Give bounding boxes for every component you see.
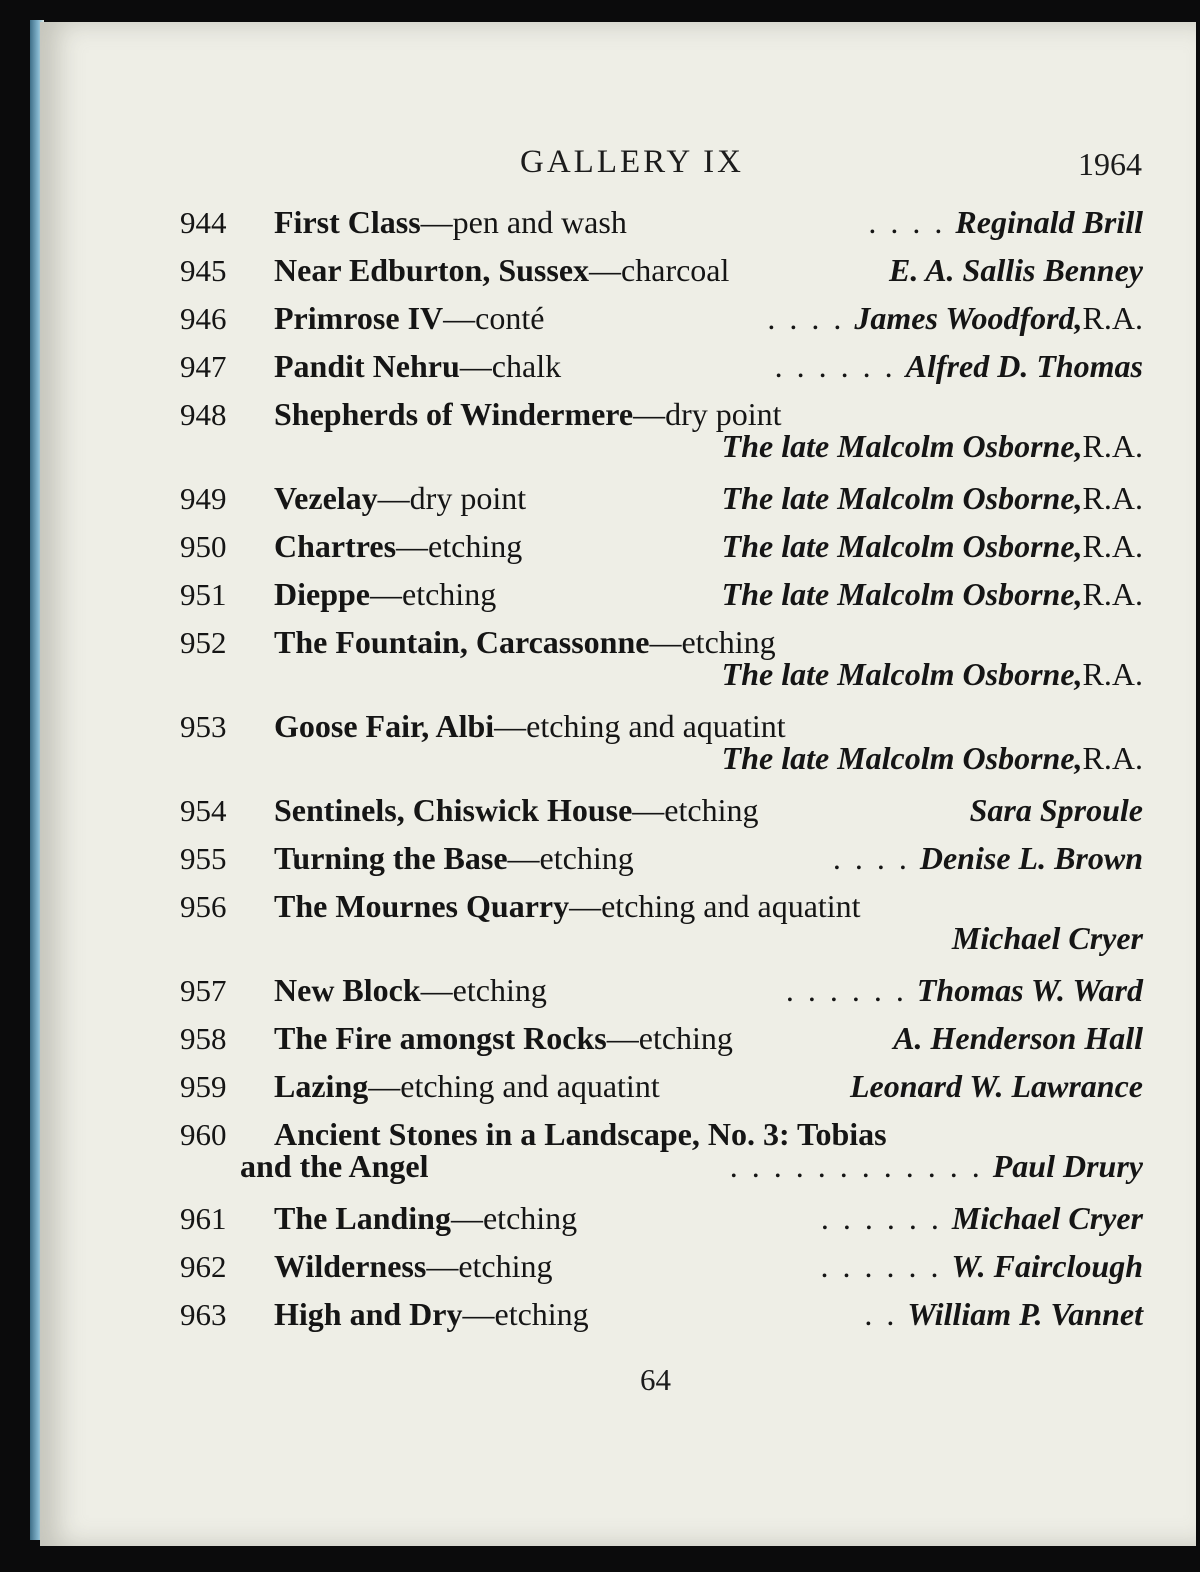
entry-title: Turning the Base — [274, 840, 508, 876]
artist-honour: R.A. — [1082, 428, 1143, 464]
leader-dots: . . . . . . — [820, 1200, 942, 1236]
catalogue-entry — [180, 618, 1143, 692]
entry-line — [180, 1014, 1143, 1062]
catalogue-entry — [180, 702, 1143, 776]
entry-artist: W. Fairclough — [951, 1248, 1143, 1284]
entry-title-continued: and the Angel — [240, 1148, 429, 1184]
entry-medium: —conté — [443, 300, 545, 336]
entry-artist: Leonard W. Lawrance — [849, 1068, 1143, 1104]
entry-number: 944 — [180, 205, 227, 240]
entry-line — [180, 966, 1143, 1014]
entry-number: 951 — [180, 577, 227, 612]
catalogue-entry — [180, 570, 1143, 618]
catalogue-entry — [180, 1290, 1143, 1338]
leader-dots: . . . . — [832, 840, 910, 876]
entry-medium: —charcoal — [589, 252, 730, 288]
artist-honour: R.A. — [1082, 528, 1143, 564]
entry-artist: James Woodford, — [854, 300, 1083, 336]
entry-title: Sentinels, Chiswick House — [274, 792, 633, 828]
entry-artist: The late Malcolm Osborne, — [721, 656, 1083, 692]
entry-line — [180, 294, 1143, 342]
entry-artist: Alfred D. Thomas — [905, 348, 1143, 384]
entry-artist: Michael Cryer — [951, 920, 1143, 956]
catalogue-entry — [180, 1062, 1143, 1110]
entry-medium: —dry point — [633, 396, 782, 432]
entry-medium: —etching — [426, 1248, 553, 1284]
entry-line — [180, 570, 1143, 618]
entry-title: Near Edburton, Sussex — [274, 252, 590, 288]
entry-line — [180, 834, 1143, 882]
entry-title: Lazing — [274, 1068, 369, 1104]
entry-artist: Thomas W. Ward — [916, 972, 1143, 1008]
leader-dots: . . . . . . — [774, 348, 896, 384]
gallery-heading: GALLERY IX — [520, 144, 745, 180]
entry-medium: —pen and wash — [420, 204, 627, 240]
entry-number: 952 — [180, 625, 227, 660]
entry-continuation-line — [180, 1148, 1143, 1184]
entry-medium: —etching — [632, 792, 759, 828]
entry-artist: Michael Cryer — [951, 1200, 1143, 1236]
entry-title: Ancient Stones in a Landscape, No. 3: Tobias — [274, 1116, 887, 1152]
artist-honour: R.A. — [1082, 740, 1143, 776]
entry-medium: —etching and aquatint — [494, 708, 786, 744]
entry-medium: —etching — [606, 1020, 733, 1056]
entry-number: 947 — [180, 349, 227, 384]
catalogue-entry — [180, 294, 1143, 342]
entry-medium: —etching — [450, 1200, 578, 1236]
leader-dots: . . . . . . . . . . . . — [729, 1148, 983, 1184]
entry-title: The Fountain, Carcassonne — [274, 624, 650, 660]
catalogue-entry — [180, 474, 1143, 522]
entry-artist: Reginald Brill — [955, 204, 1143, 240]
entry-artist: A. Henderson Hall — [893, 1020, 1143, 1056]
leader-dots: . . — [864, 1296, 898, 1332]
catalogue-page — [40, 22, 1196, 1546]
leader-dots: . . . . — [767, 300, 845, 336]
entry-artist: The late Malcolm Osborne, — [721, 428, 1083, 464]
entry-number: 958 — [180, 1021, 227, 1056]
catalogue-entry — [180, 1014, 1143, 1062]
entry-medium: —etching and aquatint — [368, 1068, 660, 1104]
entry-line — [180, 1242, 1143, 1290]
entry-number: 950 — [180, 529, 227, 564]
catalogue-entry — [180, 1110, 1143, 1184]
catalogue-entry — [180, 390, 1143, 464]
catalogue-entry — [180, 246, 1143, 294]
entry-number: 946 — [180, 301, 227, 336]
entry-artist: The late Malcolm Osborne, — [721, 528, 1083, 564]
catalogue-entry — [180, 522, 1143, 570]
entry-medium: —etching — [420, 972, 547, 1008]
entry-number: 954 — [180, 793, 227, 828]
entry-artist: The late Malcolm Osborne, — [721, 740, 1083, 776]
entry-number: 948 — [180, 397, 227, 432]
entry-medium: —etching — [649, 624, 776, 660]
entry-medium: —etching and aquatint — [569, 888, 861, 924]
entry-title: The Mournes Quarry — [274, 888, 570, 924]
catalogue-entry — [180, 966, 1143, 1014]
entry-title: High and Dry — [274, 1296, 463, 1332]
entry-artist: Denise L. Brown — [919, 840, 1143, 876]
entry-number: 961 — [180, 1201, 227, 1236]
entry-line — [180, 786, 1143, 834]
entry-number: 960 — [180, 1117, 227, 1152]
artist-honour: R.A. — [1082, 300, 1143, 336]
leader-dots: . . . . . . — [820, 1248, 942, 1284]
entry-title: Chartres — [274, 528, 397, 564]
entry-number: 956 — [180, 889, 227, 924]
entry-title: New Block — [274, 972, 421, 1008]
entry-line — [180, 1290, 1143, 1338]
entry-artist: E. A. Sallis Benney — [889, 252, 1143, 288]
catalogue-entry — [180, 786, 1143, 834]
catalogue-entry — [180, 834, 1143, 882]
entry-medium: —chalk — [459, 348, 562, 384]
entry-title: Goose Fair, Albi — [274, 708, 495, 744]
entry-list — [180, 198, 1143, 1338]
entry-title: Wilderness — [274, 1248, 427, 1284]
entry-number: 963 — [180, 1297, 227, 1332]
entry-number: 949 — [180, 481, 227, 516]
entry-line — [180, 522, 1143, 570]
page-header — [40, 134, 1140, 184]
artist-honour: R.A. — [1082, 656, 1143, 692]
entry-title: Vezelay — [274, 480, 378, 516]
entry-line — [180, 198, 1143, 246]
entry-title: The Fire amongst Rocks — [274, 1020, 607, 1056]
entry-number: 945 — [180, 253, 227, 288]
entry-number: 959 — [180, 1069, 227, 1104]
entry-line — [180, 246, 1143, 294]
year-heading: 1964 — [1078, 146, 1142, 182]
leader-dots: . . . . — [868, 204, 946, 240]
catalogue-entry — [180, 1194, 1143, 1242]
entry-artist: Sara Sproule — [969, 792, 1143, 828]
entry-artist: Paul Drury — [992, 1148, 1143, 1184]
entry-artist: The late Malcolm Osborne, — [721, 576, 1083, 612]
entry-number: 953 — [180, 709, 227, 744]
entry-title: Pandit Nehru — [274, 348, 460, 384]
artist-honour: R.A. — [1082, 480, 1143, 516]
entry-line — [180, 474, 1143, 522]
entry-line — [180, 1062, 1143, 1110]
artist-honour: R.A. — [1082, 576, 1143, 612]
catalogue-entry — [180, 1242, 1143, 1290]
catalogue-entry — [180, 342, 1143, 390]
entry-line — [180, 342, 1143, 390]
entry-number: 955 — [180, 841, 227, 876]
entry-medium: —dry point — [377, 480, 527, 516]
entry-medium: —etching — [396, 528, 523, 564]
page-number: 64 — [640, 1362, 671, 1397]
entry-medium: —etching — [370, 576, 497, 612]
catalogue-entry — [180, 198, 1143, 246]
entry-line — [180, 1194, 1143, 1242]
entry-number: 957 — [180, 973, 227, 1008]
catalogue-entry — [180, 882, 1143, 956]
entry-title: The Landing — [274, 1200, 451, 1236]
entry-title: Dieppe — [274, 576, 370, 612]
entry-artist: The late Malcolm Osborne, — [721, 480, 1083, 516]
entry-medium: —etching — [462, 1296, 589, 1332]
entry-medium: —etching — [507, 840, 634, 876]
entry-title: First Class — [274, 204, 421, 240]
entry-title: Primrose IV — [274, 300, 444, 336]
leader-dots: . . . . . . — [785, 972, 907, 1008]
entry-title: Shepherds of Windermere — [274, 396, 634, 432]
entry-number: 962 — [180, 1249, 227, 1284]
entry-artist: William P. Vannet — [907, 1296, 1143, 1332]
